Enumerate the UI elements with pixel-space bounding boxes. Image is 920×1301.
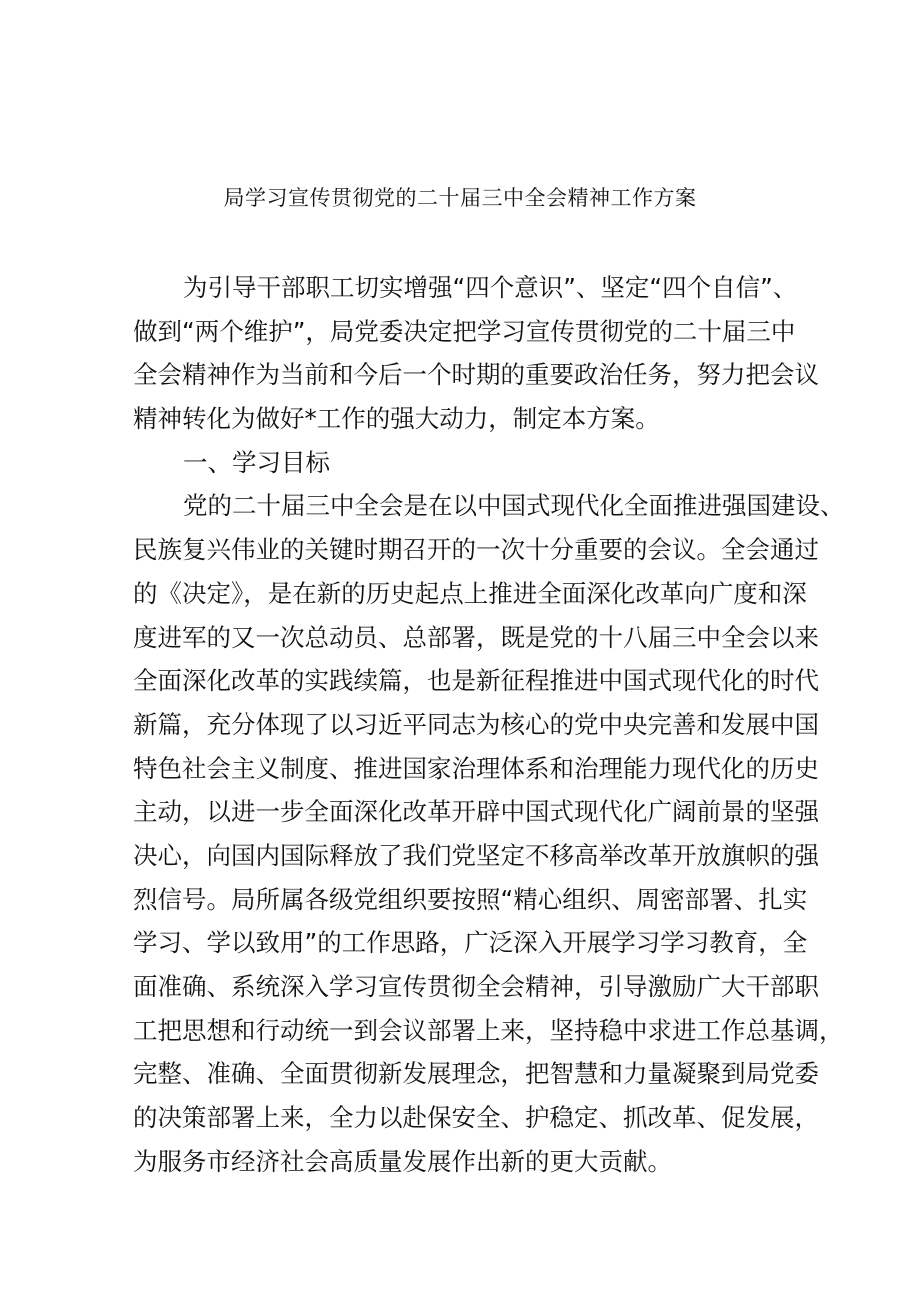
document-title: 局学习宣传贯彻党的二十届三中全会精神工作方案 bbox=[223, 186, 697, 210]
paragraph-line: 决心，向国内国际释放了我们党坚定不移高举改革开放旗帜的强 bbox=[133, 840, 819, 870]
paragraph-line: 的《决定》，是在新的历史起点上推进全面深化改革向广度和深 bbox=[133, 578, 807, 608]
paragraph-line: 新篇，充分体现了以习近平同志为核心的党中央完善和发展中国 bbox=[133, 709, 819, 739]
paragraph-line: 度进军的又一次总动员、总部署，既是党的十八届三中全会以来 bbox=[133, 622, 819, 652]
paragraph-line: 学习、学以致用”的工作思路，广泛深入开展学习学习教育，全 bbox=[133, 928, 808, 958]
paragraph-line: 民族复兴伟业的关键时期召开的一次十分重要的会议。全会通过 bbox=[133, 535, 819, 565]
paragraph-line: 工把思想和行动统一到会议部署上来，坚持稳中求进工作总基调， bbox=[133, 1015, 844, 1045]
paragraph-line: 全面深化改革的实践续篇，也是新征程推进中国式现代化的时代 bbox=[133, 666, 819, 696]
paragraph-line: 的决策部署上来，全力以赴保安全、护稳定、抓改革、促发展， bbox=[133, 1103, 819, 1133]
paragraph-line: 完整、准确、全面贯彻新发展理念，把智慧和力量凝聚到局党委 bbox=[133, 1059, 819, 1089]
paragraph-line: 全会精神作为当前和今后一个时期的重要政治任务，努力把会议 bbox=[133, 360, 819, 390]
paragraph-line: 特色社会主义制度、推进国家治理体系和治理能力现代化的历史 bbox=[133, 753, 819, 783]
paragraph-line: 精神转化为做好*工作的强大动力，制定本方案。 bbox=[133, 404, 660, 434]
paragraph-line: 主动，以进一步全面深化改革开辟中国式现代化广阔前景的坚强 bbox=[133, 797, 819, 827]
paragraph-line: 为服务市经济社会高质量发展作出新的更大贡献。 bbox=[133, 1146, 672, 1176]
section-heading: 一、学习目标 bbox=[183, 447, 330, 477]
paragraph-line: 面准确、系统深入学习宣传贯彻全会精神，引导激励广大干部职 bbox=[133, 972, 819, 1001]
paragraph-line: 党的二十届三中全会是在以中国式现代化全面推进强国建设、 bbox=[183, 491, 845, 521]
paragraph-line: 为引导干部职工切实增强“四个意识”、坚定“四个自信”、 bbox=[183, 273, 798, 302]
document-body bbox=[133, 266, 845, 1183]
paragraph-line: 做到“两个维护”，局党委决定把学习宣传贯彻党的二十届三中 bbox=[133, 316, 796, 346]
paragraph-line: 烈信号。局所属各级党组织要按照“精心组织、周密部署、扎实 bbox=[133, 884, 808, 914]
